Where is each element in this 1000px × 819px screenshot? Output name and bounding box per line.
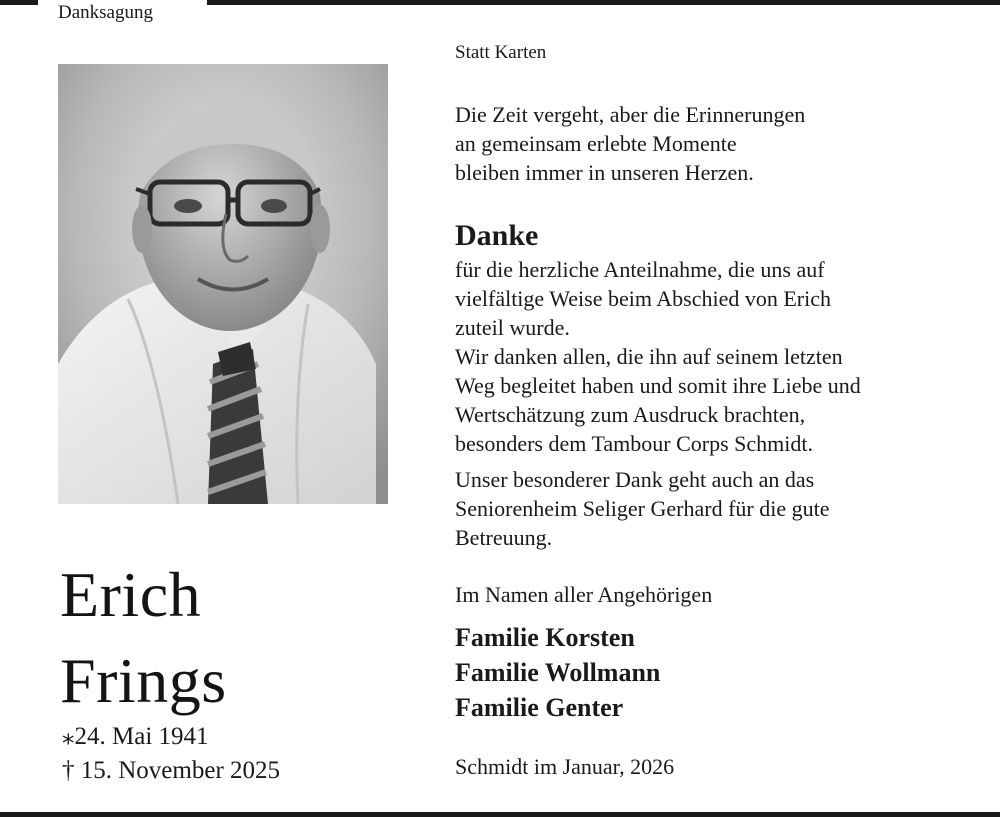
danke-line: besonders dem Tambour Corps Schmidt.: [455, 431, 813, 456]
frame-bottom-border: [0, 812, 1000, 817]
special-line: Betreuung.: [455, 525, 553, 550]
family-list: [455, 620, 975, 725]
special-line: Unser besonderer Dank geht auch an das: [455, 467, 815, 492]
birth-date: ⁎24. Mai 1941: [62, 723, 209, 750]
family-name: Familie Genter: [455, 693, 624, 722]
frame-top-border-left: [0, 0, 38, 5]
danke-line: für die herzliche Anteilnahme, die uns auf: [455, 257, 825, 282]
header-label: Danksagung: [58, 2, 153, 23]
quote-line: an gemeinsam erlebte Momente: [455, 131, 737, 156]
family-name: Familie Korsten: [455, 623, 635, 652]
deceased-first-name: Erich: [60, 559, 202, 630]
life-dates: [62, 720, 280, 788]
danke-line: Weg begleitet haben und somit ihre Liebe und: [455, 373, 861, 398]
quote-line: Die Zeit vergeht, aber die Erinnerungen: [455, 102, 806, 127]
danke-line: Wir danken allen, die ihn auf seinem letzten: [455, 344, 843, 369]
frame-top-border-right: [207, 0, 1000, 5]
danke-heading: Danke: [455, 219, 539, 252]
place-and-date: Schmidt im Januar, 2026: [455, 754, 675, 779]
on-behalf-line: Im Namen aller Angehörigen: [455, 582, 713, 607]
family-name: Familie Wollmann: [455, 658, 661, 687]
danke-line: Wertschätzung zum Ausdruck brachten,: [455, 402, 806, 427]
danke-text: [455, 255, 975, 458]
special-line: Seniorenheim Seliger Gerhard für die gute: [455, 496, 830, 521]
portrait-photo: [58, 64, 388, 504]
deceased-last-name: Frings: [60, 645, 227, 716]
statt-karten: Statt Karten: [455, 42, 547, 63]
danke-line: vielfältige Weise beim Abschied von Erich: [455, 286, 831, 311]
special-thanks-text: [455, 465, 975, 552]
danke-line: zuteil wurde.: [455, 315, 570, 340]
death-date: † 15. November 2025: [62, 757, 281, 784]
quote-line: bleiben immer in unseren Herzen.: [455, 160, 754, 185]
portrait-illustration: [58, 64, 388, 504]
memorial-quote: [455, 100, 975, 187]
